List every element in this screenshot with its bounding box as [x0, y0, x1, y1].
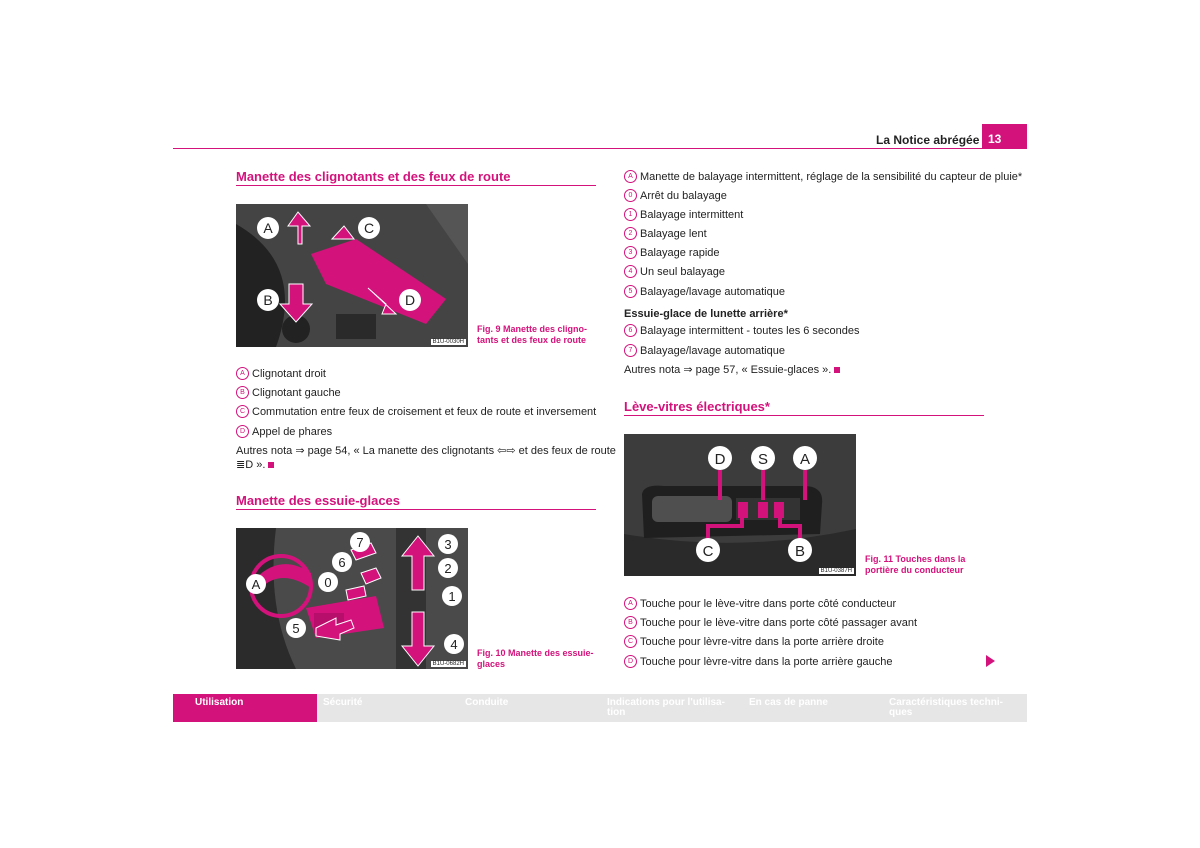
section-rule	[236, 509, 596, 510]
footer-tab-caracteristiques[interactable]: Caractéristiques techni- ques	[885, 694, 1027, 722]
list-item: B Clignotant gauche	[236, 386, 341, 399]
list-item: 3 Balayage rapide	[624, 246, 720, 259]
figure-9-illustration	[236, 204, 468, 347]
list-item: 7 Balayage/lavage automatique	[624, 344, 785, 357]
list-item: D Touche pour lèvre-vitre dans la porte arrière gauche	[624, 655, 893, 668]
footer-tab-utilisation[interactable]: Utilisation	[173, 694, 317, 722]
page-header-title: La Notice abrégée	[876, 133, 980, 147]
note-text: Autres nota ⇒ page 57, « Essuie-glaces ».	[624, 363, 840, 376]
subheading-rear-wiper: Essuie-glace de lunette arrière*	[624, 308, 788, 320]
figure-11-window-switches	[624, 434, 856, 576]
fig9-label-c: C	[363, 220, 375, 236]
list-item: 4 Un seul balayage	[624, 265, 725, 278]
figure-9-turn-signal-lever	[236, 204, 468, 347]
section-rule	[624, 415, 984, 416]
figure-10-wiper-lever	[236, 528, 468, 669]
fig9-label-b: B	[263, 292, 273, 308]
fig10-label-5: 5	[292, 621, 300, 636]
list-item: A Clignotant droit	[236, 367, 326, 380]
figure-code: B1U-0682H	[432, 661, 464, 667]
list-item: 1 Balayage intermittent	[624, 208, 743, 221]
end-mark-icon	[268, 462, 274, 468]
figure-11-illustration	[624, 434, 856, 576]
figure-10-caption: Fig. 10 Manette des essuie- glaces	[477, 648, 594, 669]
fig9-label-a: A	[263, 220, 273, 236]
fig10-label-0: 0	[324, 575, 332, 590]
section-rule	[236, 185, 596, 186]
list-item: 0 Arrêt du balayage	[624, 189, 727, 202]
fig9-label-d: D	[404, 292, 416, 308]
figure-11-caption: Fig. 11 Touches dans la portière du conducteur	[865, 554, 966, 575]
fig11-label-a: A	[799, 451, 811, 468]
list-item: 2 Balayage lent	[624, 227, 707, 240]
figure-9-caption: Fig. 9 Manette des cligno- tants et des feux de route	[477, 324, 588, 345]
fig11-label-c: C	[702, 543, 714, 560]
fig10-label-7: 7	[356, 535, 364, 550]
fig10-label-6: 6	[338, 555, 346, 570]
note-text: Autres nota ⇒ page 54, « La manette des clignotants ⇦⇨ et des feux de route	[236, 445, 616, 457]
figure-code: B1U-0030H	[432, 339, 464, 345]
footer-tab-conduite[interactable]: Conduite	[461, 694, 601, 722]
end-mark-icon	[834, 367, 840, 373]
list-item: C Commutation entre feux de croisement et feux de route et inversement	[236, 405, 596, 418]
list-item: C Touche pour lèvre-vitre dans la porte arrière droite	[624, 635, 884, 648]
section-title-wipers: Manette des essuie-glaces	[236, 493, 401, 508]
list-item: 5 Balayage/lavage automatique	[624, 285, 785, 298]
list-item: 6 Balayage intermittent - toutes les 6 secondes	[624, 324, 860, 337]
section-title-power-windows: Lève-vitres électriques*	[624, 399, 770, 414]
figure-code: B1U-0387H	[820, 568, 852, 574]
section-title-turn-signals: Manette des clignotants et des feux de route	[236, 169, 511, 184]
fig11-label-s: S	[757, 451, 769, 468]
fig10-label-4: 4	[450, 637, 458, 652]
fig10-label-3: 3	[444, 537, 452, 552]
list-item: A Manette de balayage intermittent, réglage de la sensibilité du capteur de pluie*	[624, 170, 1022, 183]
fig11-label-d: D	[714, 451, 726, 468]
footer-nav	[173, 694, 1027, 722]
list-item: B Touche pour le lève-vitre dans porte côté passager avant	[624, 616, 917, 629]
page-number: 13	[982, 124, 1027, 149]
footer-tab-panne[interactable]: En cas de panne	[745, 694, 883, 722]
note-text-cont: ≣D ».	[236, 458, 274, 471]
fig10-label-a: A	[251, 577, 261, 592]
next-page-arrow-icon[interactable]	[986, 655, 995, 667]
fig10-label-1: 1	[448, 589, 456, 604]
fig10-label-2: 2	[444, 561, 452, 576]
header-rule	[173, 148, 1027, 149]
figure-10-illustration	[236, 528, 468, 669]
fig11-label-b: B	[794, 543, 806, 560]
list-item: D Appel de phares	[236, 425, 332, 438]
footer-tab-securite[interactable]: Sécurité	[319, 694, 459, 722]
footer-tab-indications[interactable]: Indications pour l'utilisa- tion	[603, 694, 743, 722]
list-item: A Touche pour le lève-vitre dans porte côté conducteur	[624, 597, 896, 610]
